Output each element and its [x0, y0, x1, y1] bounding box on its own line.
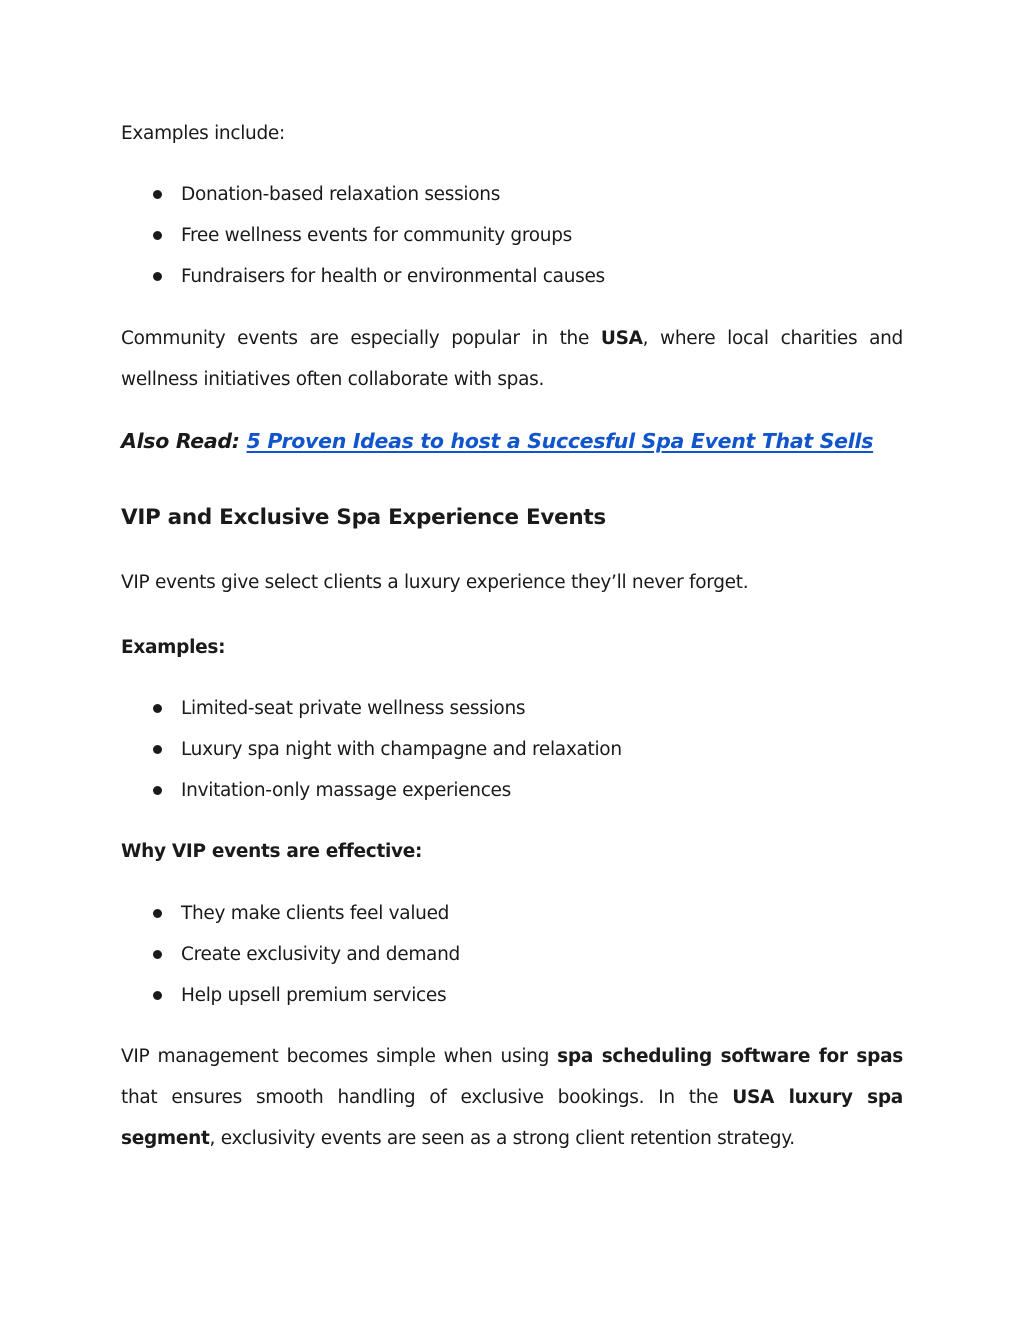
- examples-include-label: Examples include:: [121, 123, 285, 144]
- also-read-link[interactable]: 5 Proven Ideas to host a Succesful Spa Event That Sells: [246, 429, 874, 453]
- usa-emphasis: USA: [600, 328, 643, 349]
- software-emphasis: spa scheduling software for spas: [557, 1046, 903, 1067]
- segment-emphasis: USA luxury spa segment: [121, 1087, 903, 1149]
- bullet-icon: [153, 950, 162, 959]
- also-read-label: Also Read:: [121, 429, 240, 453]
- bullet-icon: [153, 704, 162, 713]
- examples-label: Examples:: [121, 637, 226, 658]
- bullet-icon: [153, 272, 162, 281]
- bullet-icon: [153, 786, 162, 795]
- closing-paragraph: VIP management becomes simple when using spa scheduling software for spas that ensures smooth handling of exclusive bookings. In the USA luxury spa segment, exclusivity events are seen as a strong client retention strategy.: [121, 1046, 903, 1149]
- bullet-icon: [153, 231, 162, 240]
- why-vip-label: Why VIP events are effective:: [121, 841, 423, 862]
- bullet-icon: [153, 909, 162, 918]
- also-read: [121, 421, 903, 462]
- bullet-icon: [153, 190, 162, 199]
- section-heading: VIP and Exclusive Spa Experience Events: [121, 505, 606, 530]
- bullet-icon: [153, 745, 162, 754]
- bullet-icon: [153, 991, 162, 1000]
- community-paragraph: Community events are especially popular in the USA, where local charities and wellness initiatives often collaborate with spas.: [121, 328, 903, 390]
- vip-intro: VIP events give select clients a luxury experience they’ll never forget.: [121, 572, 749, 593]
